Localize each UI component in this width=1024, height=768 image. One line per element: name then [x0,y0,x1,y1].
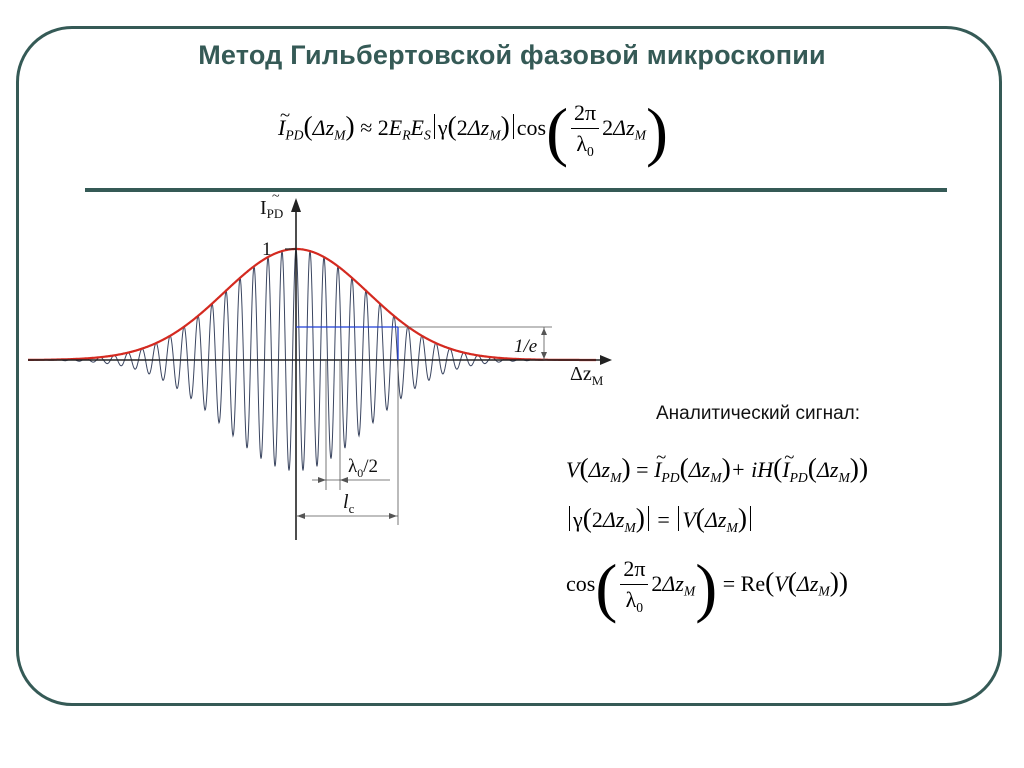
f2-gamma: γ [573,507,583,532]
formula-phase-cosine: cos( $\frac{2\pi}{\lambda_0}$ $2\Delta z_M) = Re(V(\Delta z_M))$ [566,551,849,625]
f1-v: V [566,457,580,482]
f3-frac-den: λ [625,587,637,612]
main-formula-er-sub: R [402,127,411,143]
f2-eq: = [657,507,670,532]
main-formula-gamma: γ [437,114,448,140]
y-axis-arrow [291,198,301,212]
f3-eq-re: = Re [722,570,766,596]
main-formula-es-sub: S [424,127,431,143]
main-formula-arg-sub: M [334,127,346,143]
f2-v: V [682,507,696,532]
formula-analytic-definition: $V(\Delta z_M)$ = ~ $I_{PD}(\Delta z_M)+$ iH(~ $I_{PD}(\Delta z_M)$) [566,452,868,486]
main-formula-er: E [388,114,403,140]
main-formula-lhs-sub: PD [285,127,304,143]
main-formula-cos: cos [516,114,547,140]
coherence-label: $l_c$ [343,491,355,516]
x-axis-arrow [600,355,612,365]
analytic-signal-label: Аналитический сигнал: [656,403,860,424]
main-formula-frac-den-sub: 0 [587,143,594,159]
main-formula: ~ $I_{PD}(\Delta z_M) \approx 2E_RE_S$ $\gamma(2\Delta z_M)$ cos( $\frac{2\pi}{\lambda_0}$ $2\Delta z_M$) [278,100,668,160]
f3-v: V [774,570,788,596]
y-tick-label: 1 [262,239,272,260]
one-over-e-label: 1/e [514,336,538,357]
f3-frac-den-sub: 0 [636,599,644,615]
main-formula-frac-den: λ [576,131,588,156]
main-formula-arg: Δz [312,114,335,140]
f1-plus-ih: + iH [730,457,774,482]
y-axis-tilde: ~ [272,189,280,204]
formula-coherence-modulus: $\gamma(2\Delta z_M) = V(\Delta z_M)$ [566,502,754,536]
x-axis-label: $\Delta z_M$ [570,363,604,388]
main-formula-lhs: ~ I [278,115,285,141]
main-formula-frac-num: 2π [571,100,599,129]
f2-two: 2 [591,507,603,532]
half-wavelength-label: $\lambda_0/2$ [348,456,378,480]
f3-cos: cos [566,570,596,596]
f3-frac-num: 2π [620,556,648,585]
f1-eq: = [636,457,649,482]
main-formula-approx: ≈ 2 [360,114,389,140]
f3-frac [620,556,648,616]
main-formula-es: E [410,114,424,140]
slide-title: Метод Гильбертовской фазовой микроскопии [198,40,826,70]
main-formula-two: 2 [456,114,468,140]
y-axis-label: $I_{PD}$ [260,197,284,221]
